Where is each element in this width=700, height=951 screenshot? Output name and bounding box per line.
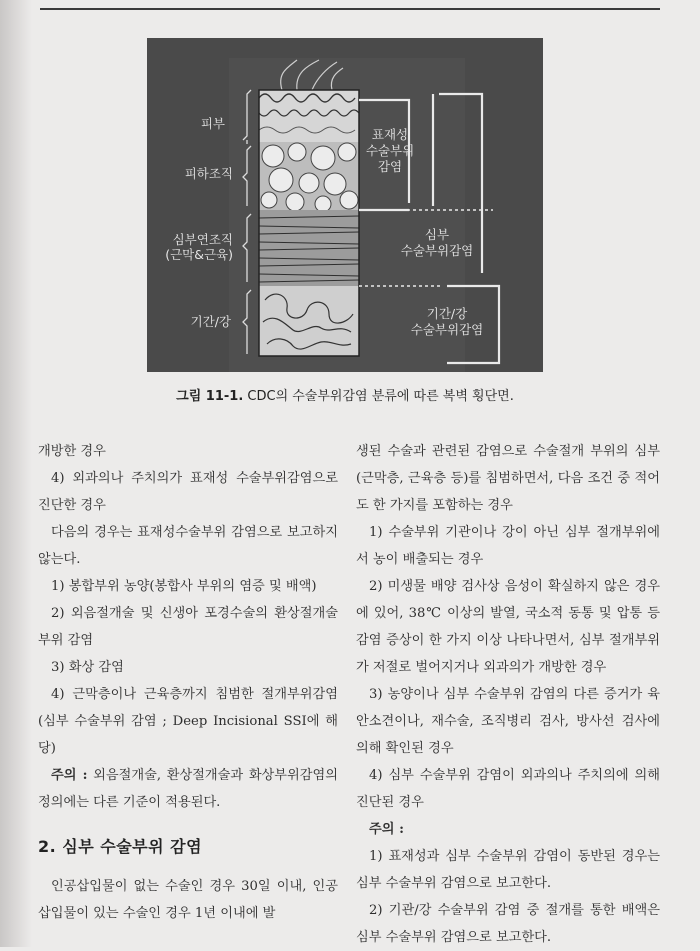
right-column <box>356 438 660 951</box>
tissue-column <box>259 60 359 356</box>
label-deep-2: 수술부위감염 <box>400 243 474 258</box>
note-item: 2) 기관/강 수술부위 감염 중 절개를 통한 배액은 심부 수술부위 감염으로 보고한다. <box>356 903 660 945</box>
label-organ-1: 기간/강 <box>426 306 468 321</box>
note-label: 주의 : <box>51 768 88 783</box>
paragraph: 4) 외과의나 주치의가 표재성 수술부위감염으로 진단한 경우 <box>38 471 338 513</box>
paragraph: 1) 봉합부위 농양(봉합사 부위의 염증 및 배액) <box>51 579 317 594</box>
label-superficial-3: 감염 <box>377 159 403 174</box>
paragraph: 2) 외음절개술 및 신생아 포경수술의 환상절개술 부위 감염 <box>38 606 338 648</box>
label-organ-2: 수술부위감염 <box>410 322 484 337</box>
label-skin: 피부 <box>200 116 225 131</box>
list-item: 3) 농양이나 심부 수술부위 감염의 다른 증거가 육안소견이나, 재수술, 조직병리 검사, 방사선 검사에 의해 확인된 경우 <box>356 687 660 756</box>
paragraph: 4) 근막층이나 근육층까지 침범한 절개부위감염(심부 수술부위 감염 ; Deep Incisional SSI에 해당) <box>38 687 338 756</box>
list-item: 1) 수술부위 기관이나 강이 아닌 심부 절개부위에서 농이 배출되는 경우 <box>356 525 660 567</box>
label-superficial-1: 표재성 <box>371 127 409 142</box>
figure-caption <box>147 385 543 404</box>
paragraph: 생된 수술과 관련된 감염으로 수술절개 부위의 심부(근막층, 근육층 등)를 침범하면서, 다음 조건 중 적어도 한 가지를 포함하는 경우 <box>356 444 660 513</box>
page-binding-shadow <box>0 0 32 947</box>
label-deep-soft-tissue-detail: (근막&근육) <box>165 247 233 262</box>
note-label: 주의 : <box>369 822 404 837</box>
figure-number: 그림 11-1. <box>176 389 244 404</box>
label-subcutaneous: 피하조직 <box>184 166 233 181</box>
list-item: 2) 미생물 배양 검사상 음성이 확실하지 않은 경우에 있어, 38℃ 이상의 발열, 국소적 동통 및 압통 등 감염 증상이 한 가지 이상 나타나면서, 심부 절개부위가 저절로 벌어지거나 외과의가 개방한 경우 <box>356 579 660 675</box>
figure-caption-text: CDC의 수술부위감염 분류에 따른 복벽 횡단면. <box>243 389 514 404</box>
left-column <box>38 438 338 927</box>
label-deep-soft-tissue: 심부연조직 <box>172 232 233 247</box>
figure-11-1 <box>147 38 543 372</box>
abdominal-wall-diagram <box>147 38 543 372</box>
note-paragraph <box>38 762 338 816</box>
note-item: 1) 표재성과 심부 수술부위 감염이 동반된 경우는 심부 수술부위 감염으로 보고한다. <box>356 849 660 891</box>
label-deep-1: 심부 <box>424 227 450 242</box>
note-text: 외음절개술, 환상절개술과 화상부위감염의 정의에는 다른 기준이 적용된다. <box>38 768 338 810</box>
section-title: 2. 심부 수술부위 감염 <box>38 837 203 856</box>
label-superficial-2: 수술부위 <box>365 143 415 158</box>
list-item: 4) 심부 수술부위 감염이 외과의나 주치의에 의해 진단된 경우 <box>356 768 660 810</box>
paragraph: 개방한 경우 <box>38 444 106 459</box>
section-intro: 인공삽입물이 없는 수술인 경우 30일 이내, 인공삽입물이 있는 수술인 경우 1년 이내에 발 <box>38 879 338 921</box>
paragraph: 3) 화상 감염 <box>51 660 124 675</box>
label-organ-space: 기간/강 <box>190 314 231 329</box>
top-rule <box>40 8 660 10</box>
paragraph: 다음의 경우는 표재성수술부위 감염으로 보고하지 않는다. <box>38 525 338 567</box>
